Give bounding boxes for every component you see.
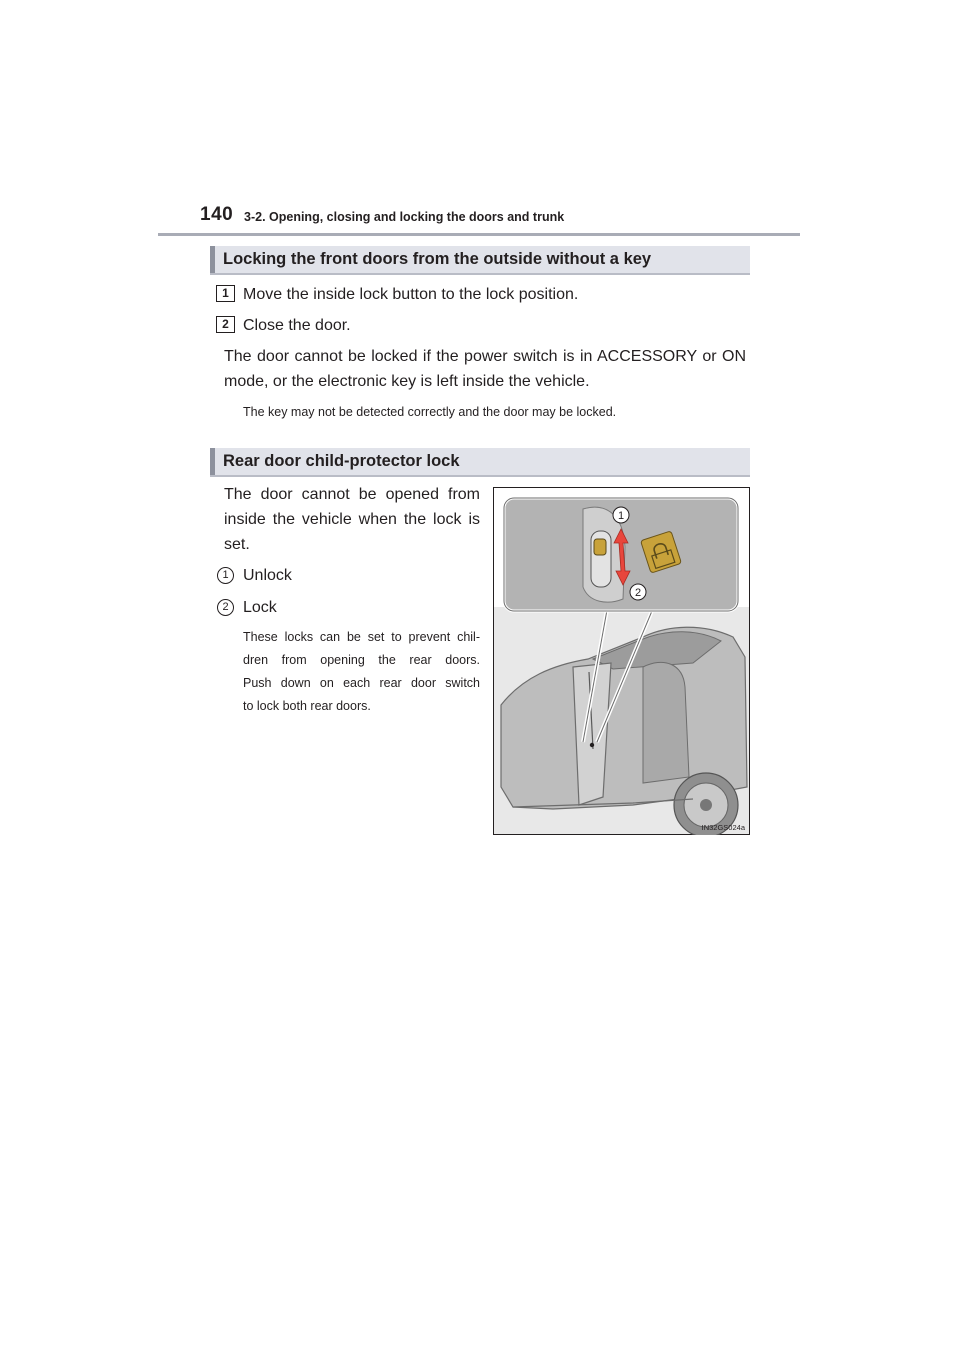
section-heading-child-lock [210,448,750,477]
note-line: Push down on each rear door switch [243,676,480,690]
section-accent [210,246,215,273]
header-divider [158,233,800,236]
intro-line: set. [224,536,250,553]
item-text: Lock [243,599,277,616]
small-note: The key may not be detected correctly and the door may be locked. [243,405,617,419]
car-door-drawing [493,487,750,835]
chapter-title: 3-2. Opening, closing and locking the doors and trunk [244,210,565,224]
figure-code: IN32GS024a [701,823,745,832]
section-title: Rear door child-protector lock [223,452,460,470]
callout-number: 1 [617,510,625,522]
step-number-box: 1 [216,285,235,302]
step-text: Close the door. [243,317,351,334]
intro-line: The door cannot be opened from [224,486,480,503]
section-accent [210,448,215,475]
note-line: to lock both rear doors. [243,699,371,713]
step-text: Move the inside lock button to the lock position. [243,286,579,303]
section-heading-front-doors [210,246,750,275]
child-lock-illustration [493,487,750,835]
section-title: Locking the front doors from the outside without a key [223,250,652,268]
item-number-circle: 2 [217,599,234,616]
step-number-box: 2 [216,316,235,333]
note-line: The door cannot be locked if the power switch is in ACCESSORY or ON [224,348,746,365]
page-number: 140 [200,204,234,225]
item-number-circle: 1 [217,567,234,584]
callout-number: 2 [634,587,642,599]
note-line: These locks can be set to prevent chil- [243,630,480,644]
note-line: mode, or the electronic key is left inside the vehicle. [224,373,590,390]
intro-line: inside the vehicle when the lock is [224,511,480,528]
item-text: Unlock [243,567,292,584]
note-line: dren from opening the rear doors. [243,653,480,667]
